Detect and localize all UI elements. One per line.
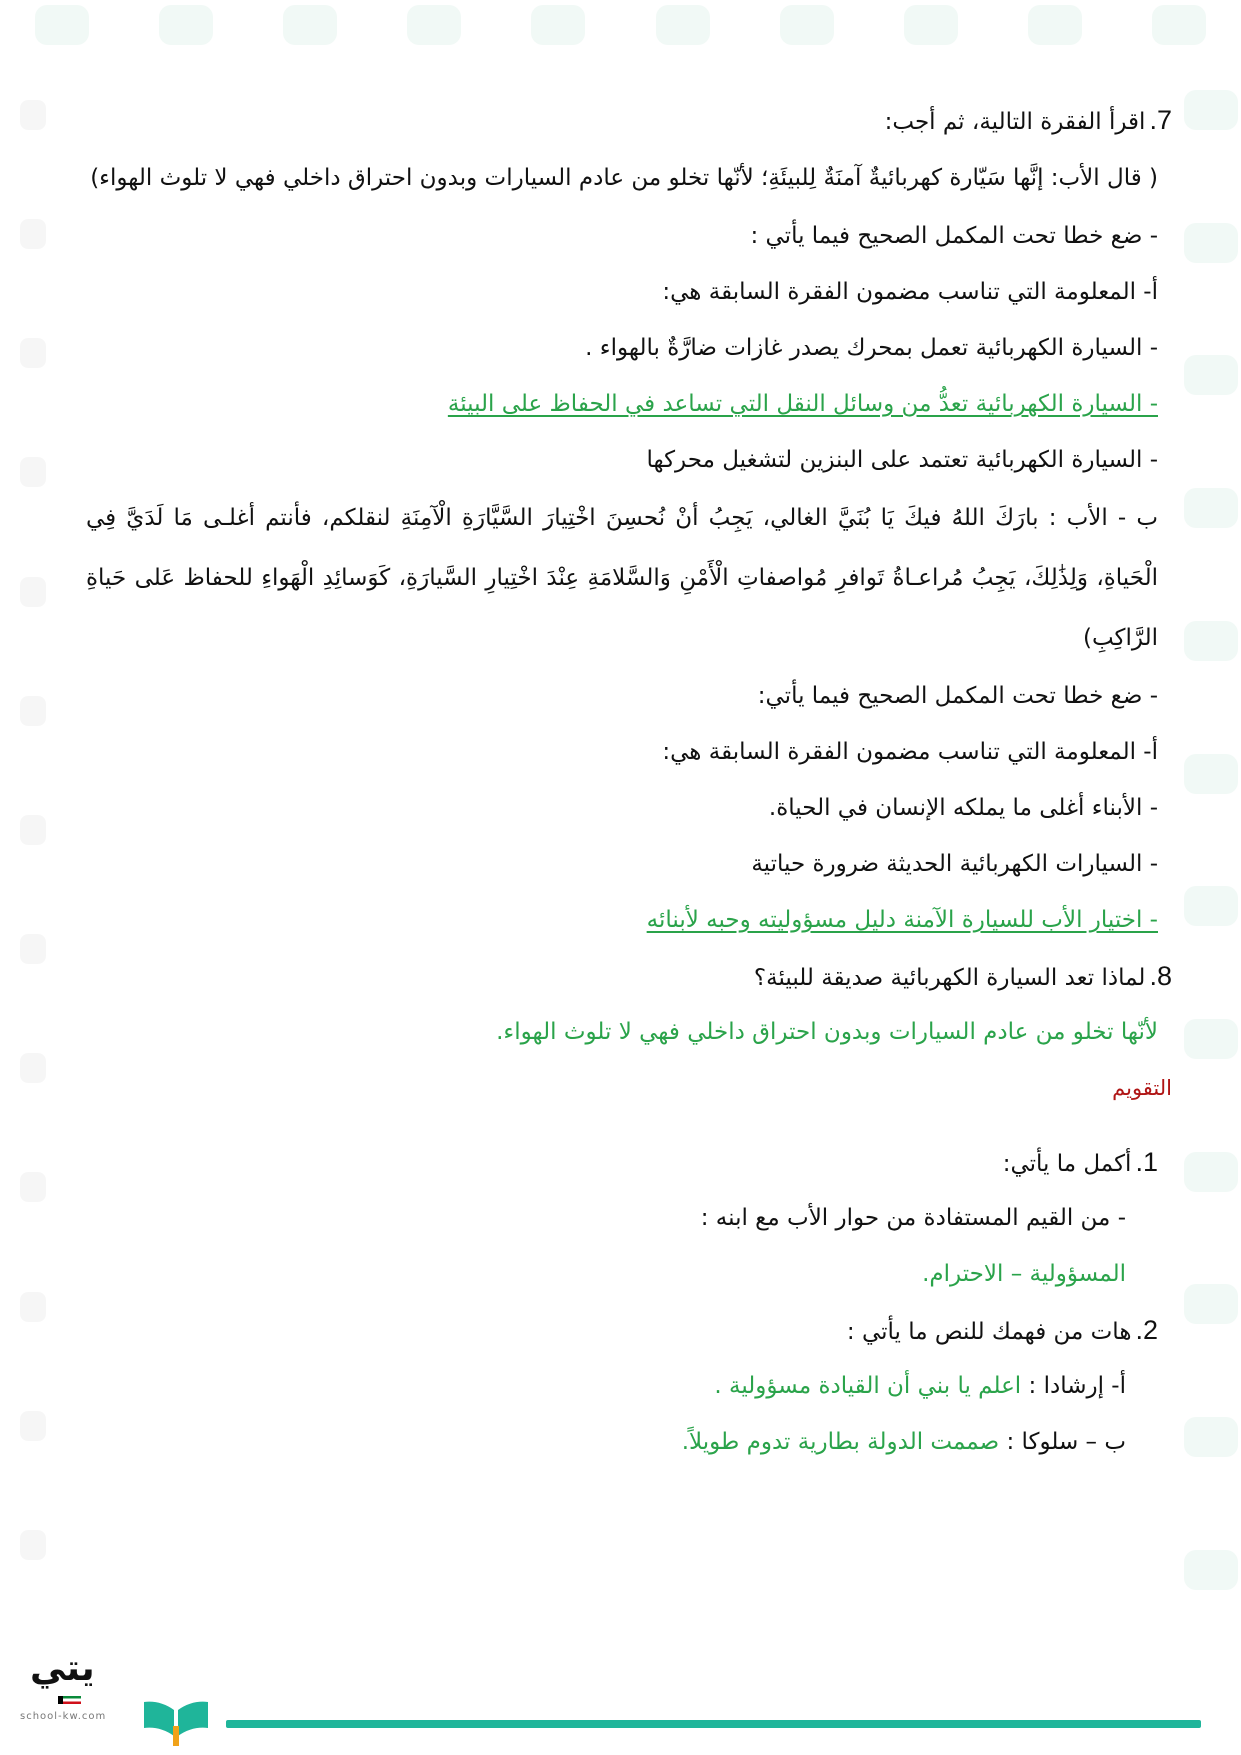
watermark-strip-right: [1181, 90, 1241, 1590]
eval-2-a-answer: اعلم يا بني أن القيادة مسؤولية .: [714, 1373, 1022, 1399]
watermark-strip-left: [20, 100, 60, 1560]
q7-stem1: أ- المعلومة التي تناسب مضمون الفقرة السابقة هي:: [662, 279, 1158, 305]
q7-option-2b: - السيارات الكهربائية الحديثة ضرورة حياتية: [751, 851, 1158, 877]
eval-2-b-answer: صممت الدولة بطارية تدوم طويلاً.: [681, 1429, 1000, 1455]
q7-quote2: ب - الأب : بارَكَ اللهُ فيكَ يَا بُنَيَّ الغالي، يَجِبُ أنْ نُحسِنَ اخْتِيارَ السَّيَّارَةِ الْآمِنَةِ لنقلكم، فأنتم أغلـى مَا لَدَيَّ فِي الْحَياةِ، وَلِذَٰلِكَ، يَجِبُ مُراعـاةُ تَوافرِ مُواصفاتِ الْأَمْنِ وَالسَّلامَةِ عِنْدَ اخْتِيارِ السَّيارَةِ، كَوَسائِدِ الْهَواءِ للحفاظ عَلى حَياةِ الرَّاكِبِ): [86, 505, 1158, 651]
eval-1-heading: [86, 1134, 1172, 1190]
eval-2-heading: [86, 1302, 1172, 1358]
eval-2-number: 2.: [1135, 1315, 1158, 1345]
eval-2-b: [86, 1414, 1172, 1470]
q8-question: لماذا تعد السيارة الكهربائية صديقة للبيئة؟: [753, 965, 1146, 991]
q7-quote1: ( قال الأب: إنَّها سَيّارة كهربائيةٌ آمنَةٌ لِلبيئَةِ؛ لأنّها تخلو من عادم السيارات وبدون احتراق داخلي فهي لا تلوث الهواء): [90, 165, 1158, 191]
q7-title: اقرأ الفقرة التالية، ثم أجب:: [884, 109, 1146, 135]
book-logo-icon: [140, 1696, 212, 1748]
footer-logo-text: يتي: [30, 1648, 95, 1689]
q7-option-1b-correct: - السيارة الكهربائية تعدُّ من وسائل النقل التي تساعد في الحفاظ على البيئة: [447, 391, 1158, 417]
eval-1-number: 1.: [1135, 1147, 1158, 1177]
q7-option-2a: - الأبناء أغلى ما يملكه الإنسان في الحياة.: [768, 795, 1158, 821]
q7-option-1a: - السيارة الكهربائية تعمل بمحرك يصدر غازات ضارَّةٌ بالهواء .: [585, 335, 1158, 361]
q7-heading: [86, 92, 1172, 148]
eval-1-prompt: - من القيم المستفادة من حوار الأب مع ابنه :: [700, 1205, 1126, 1231]
eval-1-title: أكمل ما يأتي:: [1002, 1151, 1132, 1177]
q7-number: 7.: [1149, 105, 1172, 135]
q8-number: 8.: [1149, 961, 1172, 991]
document-page: [86, 92, 1172, 1470]
eval-1-answer: المسؤولية – الاحترام.: [922, 1261, 1126, 1287]
footer-logo-url: school-kw.com: [20, 1711, 107, 1722]
evaluation-heading: التقويم: [1112, 1076, 1172, 1100]
q7-option-2c-correct: - اختيار الأب للسيارة الآمنة دليل مسؤوليته وحبه لأبنائه: [646, 907, 1158, 933]
q7-stem2: أ- المعلومة التي تناسب مضمون الفقرة السابقة هي:: [662, 739, 1158, 765]
eval-2-a-label: أ- إرشادا :: [1028, 1373, 1126, 1399]
eval-2-a: [86, 1358, 1172, 1414]
kuwait-flag-icon: [58, 1696, 81, 1704]
watermark-strip-top: [0, 0, 1241, 50]
q7-instruction1: - ضع خطا تحت المكمل الصحيح فيما يأتي :: [750, 223, 1158, 249]
q7-instruction2: - ضع خطا تحت المكمل الصحيح فيما يأتي:: [757, 683, 1158, 709]
q7-option-1c: - السيارة الكهربائية تعتمد على البنزين لتشغيل محركها: [646, 447, 1158, 473]
q8-answer: لأنّها تخلو من عادم السيارات وبدون احتراق داخلي فهي لا تلوث الهواء.: [496, 1019, 1158, 1045]
q8-heading: [86, 948, 1172, 1004]
eval-2-title: هات من فهمك للنص ما يأتي :: [846, 1319, 1132, 1345]
footer-divider: [226, 1720, 1201, 1728]
eval-2-b-label: ب – سلوكا :: [1006, 1429, 1126, 1455]
